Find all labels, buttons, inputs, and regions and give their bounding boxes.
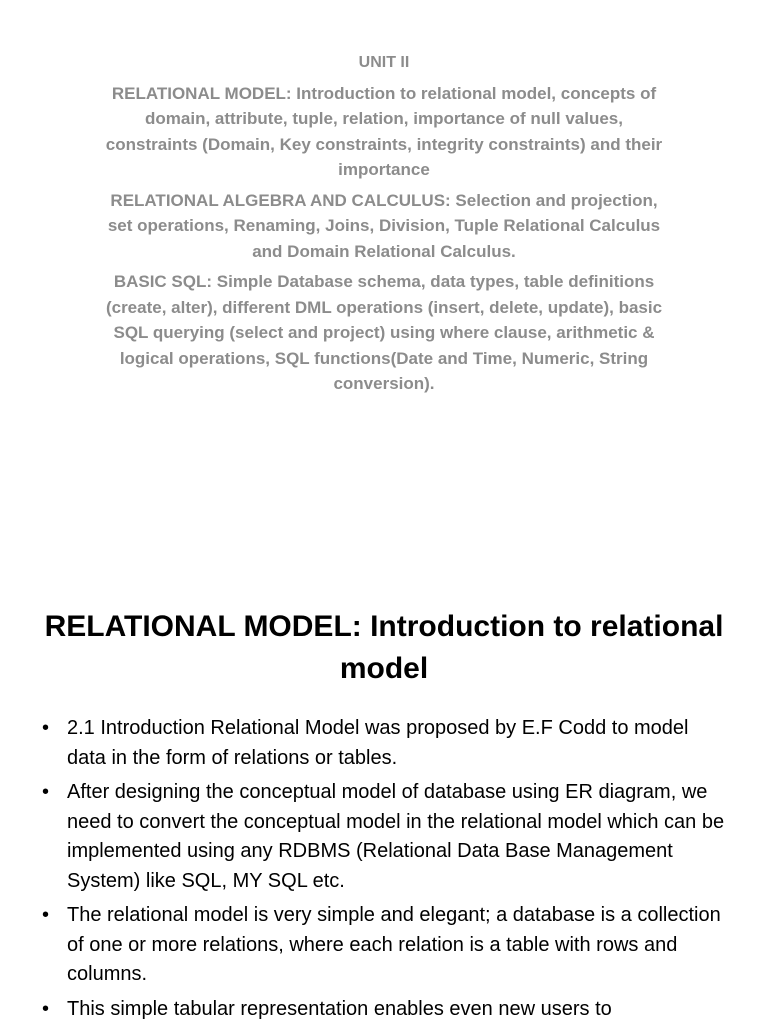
- bullet-icon: •: [42, 904, 50, 926]
- syllabus-block: [100, 50, 668, 402]
- bullet-text: After designing the conceptual model of database using ER diagram, we need to convert the conceptual model in the relational model which can be implemented using any RDBMS (Relational Data Base Management System) like SQL, MY SQL etc.: [67, 781, 725, 892]
- bullet-item: [40, 778, 730, 896]
- bullet-item: [40, 901, 730, 990]
- unit-title: UNIT II: [358, 54, 410, 71]
- bullet-icon: •: [42, 997, 50, 1020]
- bullet-item: [40, 995, 730, 1025]
- syllabus-paragraph-basic-sql: BASIC SQL: Simple Database schema, data types, table definitions (create, alter), different DML operations (insert, delete, update), basic SQL querying (select and project) using where clause, arithmetic & logical operations, SQL functions(Date and Time, Numeric, String conversion).: [105, 272, 663, 393]
- bullet-text: This simple tabular representation enables even new users to: [67, 997, 612, 1020]
- bullet-text: The relational model is very simple and elegant; a database is a collection of one or more relations, where each relation is a table with rows and columns.: [67, 904, 721, 985]
- syllabus-paragraph-relational-algebra: RELATIONAL ALGEBRA AND CALCULUS: Selection and projection, set operations, Renaming, Joins, Division, Tuple Relational Calculus and Domain Relational Calculus.: [107, 190, 661, 261]
- bullet-list: [40, 714, 730, 1029]
- slide-title: RELATIONAL MODEL: Introduction to relational model: [44, 610, 724, 685]
- bullet-icon: •: [42, 717, 50, 739]
- bullet-icon: •: [42, 781, 50, 803]
- syllabus-paragraph-relational-model: RELATIONAL MODEL: Introduction to relational model, concepts of domain, attribute, tuple, relation, importance of null values, constraints (Domain, Key constraints, integrity constraints) and their importance: [105, 83, 663, 179]
- bullet-text: 2.1 Introduction Relational Model was proposed by E.F Codd to model data in the form of relations or tables.: [67, 717, 689, 769]
- relational-model-slide: [0, 596, 768, 1024]
- bullet-item: [40, 714, 730, 773]
